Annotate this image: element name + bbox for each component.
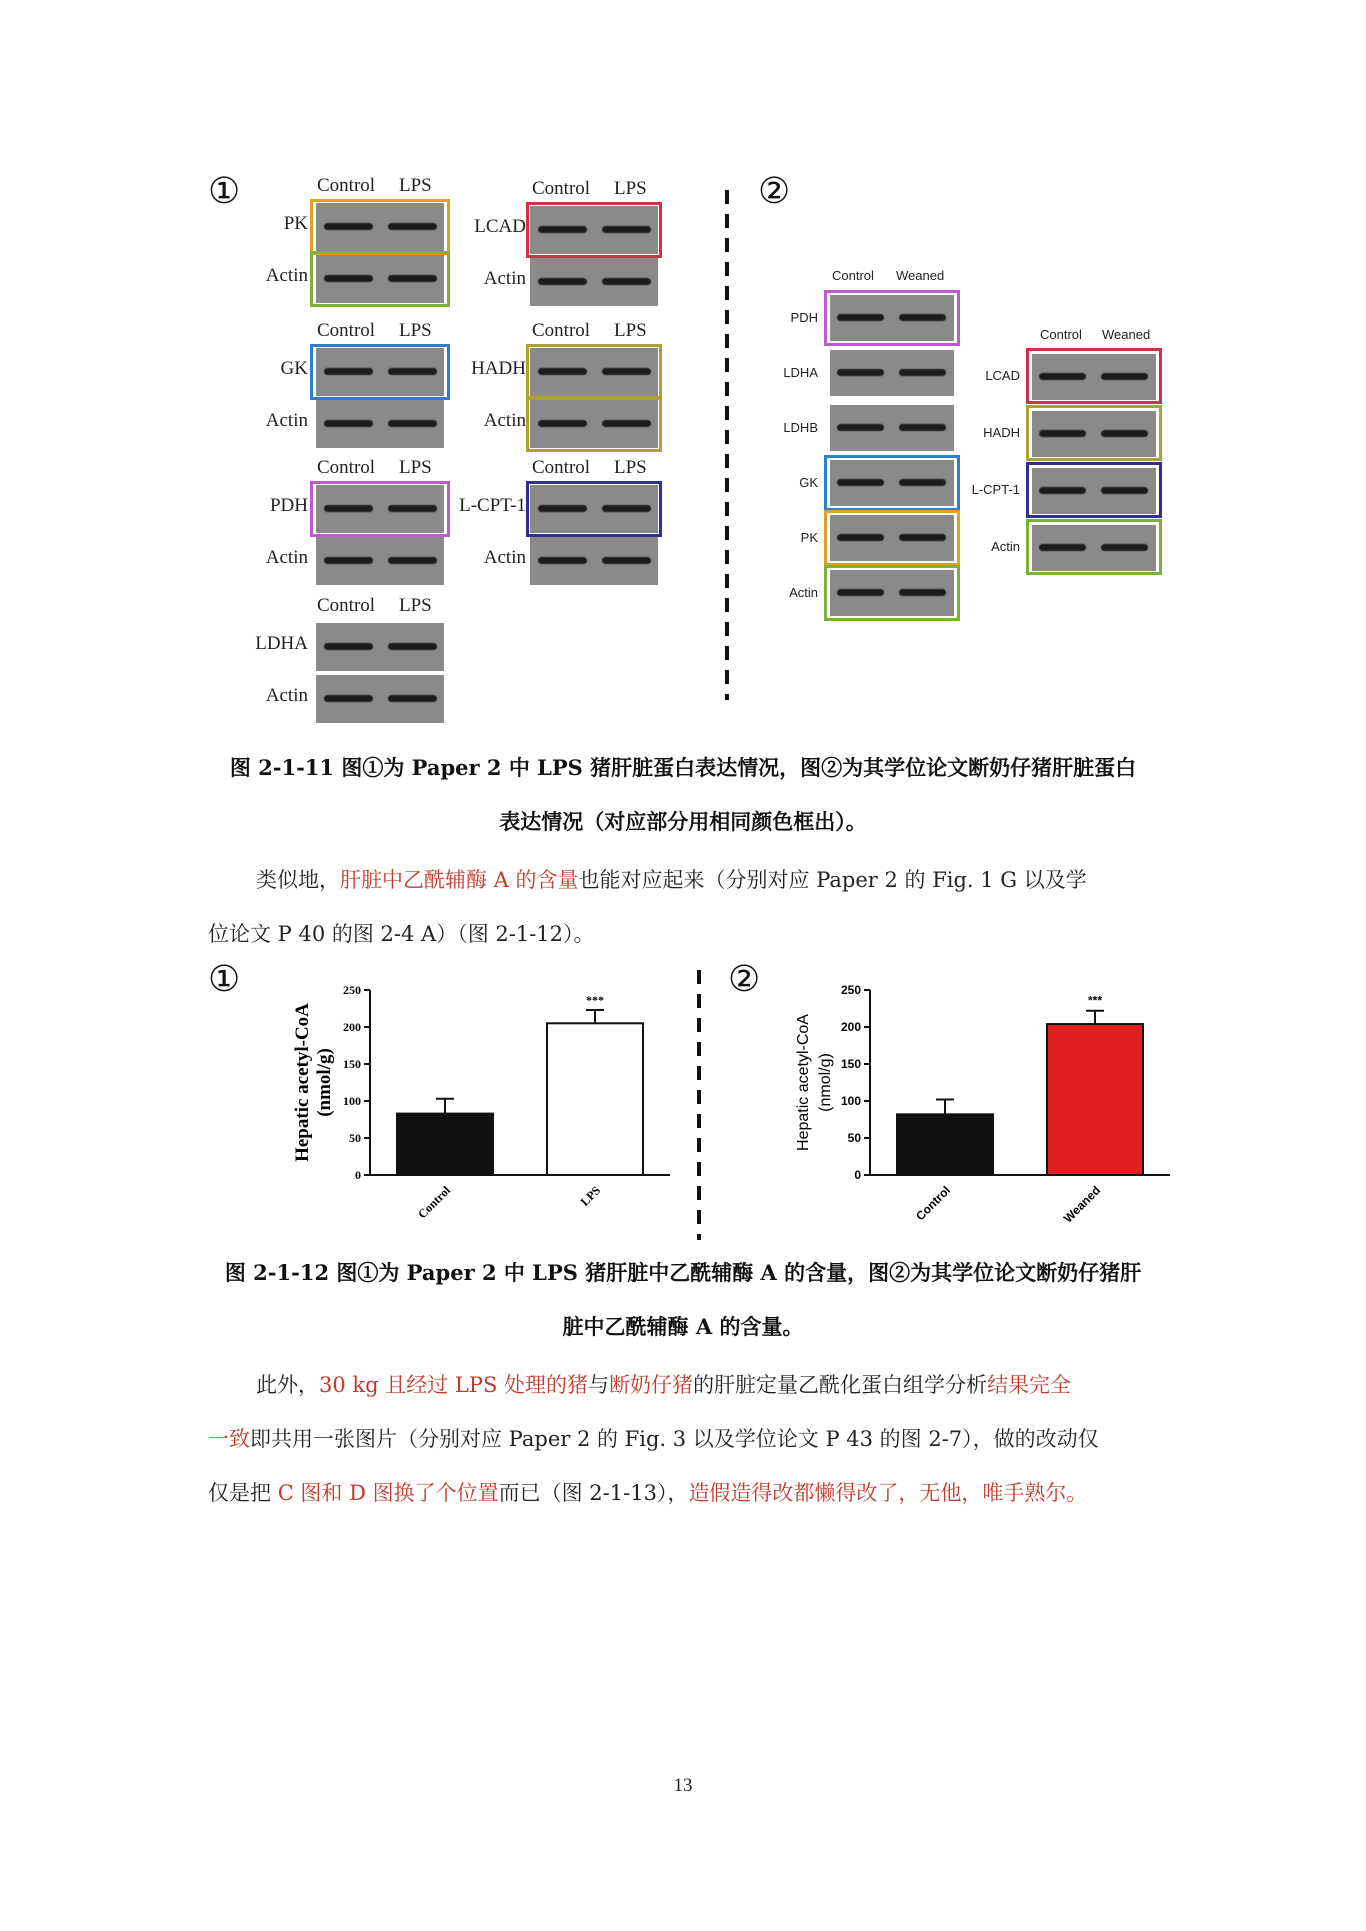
p1L-g3-row-1-blot-band-1: [324, 695, 373, 702]
p2L-row-1-blot: [830, 350, 954, 396]
line3-segment-3: 造假造得改都懒得改了，无他，唯手熟尔。: [688, 1481, 1088, 1505]
y-tick-label-1: 50: [349, 1131, 361, 1145]
p2L-row-1-blot-band-2: [899, 369, 946, 376]
p2L-row-2-blot: [830, 405, 954, 451]
p1R-g0-row-1-blot-band-2: [602, 278, 651, 285]
p1R-g0-row-0-highlight-box: [526, 202, 662, 258]
p1R-g2-col-0: Control: [532, 457, 591, 478]
panel-1-marker: ①: [208, 171, 241, 212]
p2L-row-1-label: LDHA: [783, 365, 818, 380]
p1L-g0-col-0: Control: [317, 175, 376, 196]
p1L-g3-row-1-blot: [316, 675, 444, 723]
y-tick-label-3: 150: [343, 1057, 361, 1071]
p1L-g3-row-0-label: LDHA: [255, 633, 308, 654]
p2L-row-4-highlight-box: [824, 510, 960, 566]
y-tick-label-2: 100: [840, 1094, 861, 1108]
p1R-g2-row-1-blot-band-2: [602, 557, 651, 564]
line1-segment-1: 30 kg 且经过 LPS 处理的猪: [319, 1373, 589, 1397]
y-tick-label-4: 200: [343, 1020, 361, 1034]
bar-weaned: [1047, 1024, 1143, 1175]
p2L-row-2-label: LDHB: [783, 420, 818, 435]
p1L-g2-row-1-blot-band-1: [324, 557, 373, 564]
paragraph-1-line2: 位论文 P 40 的图 2-4 A）（图 2-1-12）。: [208, 922, 595, 946]
acetyl-coa-chart-lps: [260, 975, 680, 1245]
p2L-col-0: Control: [832, 268, 874, 283]
p1R-g2-row-1-blot-band-1: [538, 557, 587, 564]
p1R-g0-row-1-blot: [530, 258, 658, 306]
para1-seg3: 也能对应起来（分别对应 Paper 2 的 Fig. 1 G 以及学: [578, 868, 1087, 892]
line3-segment-2: 而已（图 2-1-13），: [498, 1481, 689, 1505]
p1L-g0-row-0-label: PK: [283, 213, 308, 234]
panel-2-marker: ②: [758, 171, 791, 212]
p1L-g1-row-1-blot-band-1: [324, 420, 373, 427]
p2L-col-1: Weaned: [896, 268, 945, 283]
p2R-row-3-label: Actin: [991, 539, 1020, 554]
p1L-g0-col-1: LPS: [399, 175, 432, 196]
y-tick-label-0: 0: [355, 1168, 361, 1182]
figure-caption-2-1-11-line2: 表达情况（对应部分用相同颜色框出）。: [499, 809, 867, 834]
p2R-row-1-highlight-box: [1026, 405, 1162, 461]
p2L-row-4-label: PK: [800, 530, 818, 545]
p2R-row-1-label: HADH: [983, 425, 1020, 440]
p1R-g1-col-1: LPS: [614, 320, 647, 341]
paragraph-1-line1: [208, 853, 1168, 907]
p1L-g2-row-1-label: Actin: [265, 547, 308, 568]
line1-segment-5: 结果完全: [987, 1373, 1072, 1397]
p1R-g2-row-1-label: Actin: [483, 547, 526, 568]
line1-segment-0: 此外，: [256, 1373, 319, 1397]
p1R-g2-col-1: LPS: [614, 457, 647, 478]
p2L-row-2-blot-band-1: [837, 424, 884, 431]
p1R-g1-row-1-label: Actin: [483, 410, 526, 431]
x-tick-label-1: LPS: [577, 1183, 604, 1209]
p1R-g0-row-1-blot-band-1: [538, 278, 587, 285]
y-tick-label-0: 0: [854, 1168, 861, 1182]
para1-highlight: 肝脏中乙酰辅酶 A 的含量: [340, 868, 579, 892]
p1L-g2-row-0-label: PDH: [269, 495, 308, 516]
paragraph-2-line3: [208, 1466, 1168, 1520]
p1R-g2-row-0-label: L-CPT-1: [459, 495, 526, 516]
p2R-row-0-label: LCAD: [985, 368, 1020, 383]
p1L-g1-col-0: Control: [317, 320, 376, 341]
line1-segment-3: 断奶仔猪: [609, 1373, 694, 1397]
page-number: 13: [673, 1775, 693, 1796]
p2R-row-3-highlight-box: [1026, 519, 1162, 575]
p2L-row-3-label: GK: [799, 475, 818, 490]
p2L-row-5-label: Actin: [789, 585, 818, 600]
p1R-g0-row-0-label: LCAD: [474, 216, 526, 237]
chart-1-marker: ①: [208, 959, 241, 1000]
p1L-g1-col-1: LPS: [399, 320, 432, 341]
y-axis-label-line2: (nmol/g): [314, 1048, 335, 1117]
p1R-g2-row-0-highlight-box: [526, 481, 662, 537]
p1L-g1-row-0-label: GK: [280, 358, 308, 379]
p2L-row-5-highlight-box: [824, 565, 960, 621]
p1R-g0-col-1: LPS: [614, 178, 647, 199]
y-tick-label-2: 100: [343, 1094, 361, 1108]
figure-caption-2-1-12-line1: 图 2-1-12 图①为 Paper 2 中 LPS 猪肝脏中乙酰辅酶 A 的含量，图②为其学位论文断奶仔猪肝: [224, 1260, 1142, 1285]
y-tick-label-4: 200: [840, 1020, 861, 1034]
y-tick-label-5: 250: [343, 983, 361, 997]
line2-segment-1: 即共用一张图片（分别对应 Paper 2 的 Fig. 3 以及学位论文 P 43 的图 2-7），做的改动仅: [250, 1427, 1099, 1451]
p1R-g1-row-0-label: HADH: [471, 358, 526, 379]
p1R-g1-row-0-highlight-box: [526, 344, 662, 400]
bar-control: [897, 1114, 993, 1175]
p2L-row-1-blot-band-1: [837, 369, 884, 376]
bar-control: [397, 1114, 493, 1175]
line1-segment-4: 的肝脏定量乙酰化蛋白组学分析: [693, 1373, 988, 1397]
p1R-g2-row-1-blot: [530, 537, 658, 585]
p2L-row-2-blot-band-2: [899, 424, 946, 431]
p1L-g3-row-0-blot-band-2: [388, 643, 437, 650]
figure-caption-2-1-11-line1: 图 2-1-11 图①为 Paper 2 中 LPS 猪肝脏蛋白表达情况，图②为其学位论文断奶仔猪肝脏蛋白: [229, 755, 1137, 780]
p1L-g2-col-1: LPS: [399, 457, 432, 478]
p2L-row-0-highlight-box: [824, 290, 960, 346]
y-tick-label-5: 250: [840, 983, 861, 997]
y-axis-label-line2: (nmol/g): [817, 1053, 834, 1112]
p2L-row-3-highlight-box: [824, 455, 960, 511]
chart-divider: [697, 970, 701, 1240]
para1-seg1: 类似地，: [256, 868, 340, 892]
panel-divider: [725, 190, 729, 700]
p1L-g3-row-0-blot: [316, 623, 444, 671]
p2R-row-2-label: L-CPT-1: [971, 482, 1020, 497]
p1R-g0-row-1-label: Actin: [483, 268, 526, 289]
x-tick-label-0: Control: [415, 1183, 454, 1222]
paragraph-2-line2: [208, 1412, 1168, 1466]
y-tick-label-1: 50: [847, 1131, 861, 1145]
acetyl-coa-chart-weaned: [760, 975, 1180, 1245]
line1-segment-2: 与: [588, 1373, 610, 1397]
chart-2-marker: ②: [728, 959, 761, 1000]
x-tick-label-1: Weaned: [1060, 1183, 1104, 1226]
figure-caption-2-1-12-line2: 脏中乙酰辅酶 A 的含量。: [562, 1314, 804, 1339]
y-axis-label-line1: Hepatic acetyl-CoA: [292, 1003, 313, 1162]
p1L-g3-row-1-blot-band-2: [388, 695, 437, 702]
p1L-g3-col-1: LPS: [399, 595, 432, 616]
x-tick-label-0: Control: [913, 1183, 954, 1224]
p1L-g3-row-0-blot-band-1: [324, 643, 373, 650]
bar-lps: [547, 1023, 643, 1175]
p2R-row-0-highlight-box: [1026, 348, 1162, 404]
paragraph-2-line1: [208, 1358, 1168, 1412]
y-axis-label-line1: Hepatic acetyl-CoA: [795, 1014, 812, 1151]
p1R-g0-col-0: Control: [532, 178, 591, 199]
p1R-g1-col-0: Control: [532, 320, 591, 341]
line3-segment-0: 仅是把: [208, 1481, 278, 1505]
p1L-g3-row-1-label: Actin: [265, 685, 308, 706]
p1L-g3-col-0: Control: [317, 595, 376, 616]
p2L-row-0-label: PDH: [790, 310, 818, 325]
significance-1: ***: [1087, 993, 1103, 1008]
p1R-g1-row-1-highlight-box: [526, 396, 662, 452]
p1L-g1-row-1-label: Actin: [265, 410, 308, 431]
line2-segment-0: 一致: [208, 1427, 250, 1451]
p1L-g2-col-0: Control: [317, 457, 376, 478]
p2R-row-2-highlight-box: [1026, 462, 1162, 518]
line3-segment-1: C 图和 D 图换了个位置: [277, 1481, 499, 1505]
p2R-col-1: Weaned: [1102, 327, 1151, 342]
p2R-col-0: Control: [1040, 327, 1082, 342]
significance-1: ***: [586, 992, 604, 1007]
p1L-g0-row-1-label: Actin: [265, 265, 308, 286]
y-tick-label-3: 150: [840, 1057, 861, 1071]
